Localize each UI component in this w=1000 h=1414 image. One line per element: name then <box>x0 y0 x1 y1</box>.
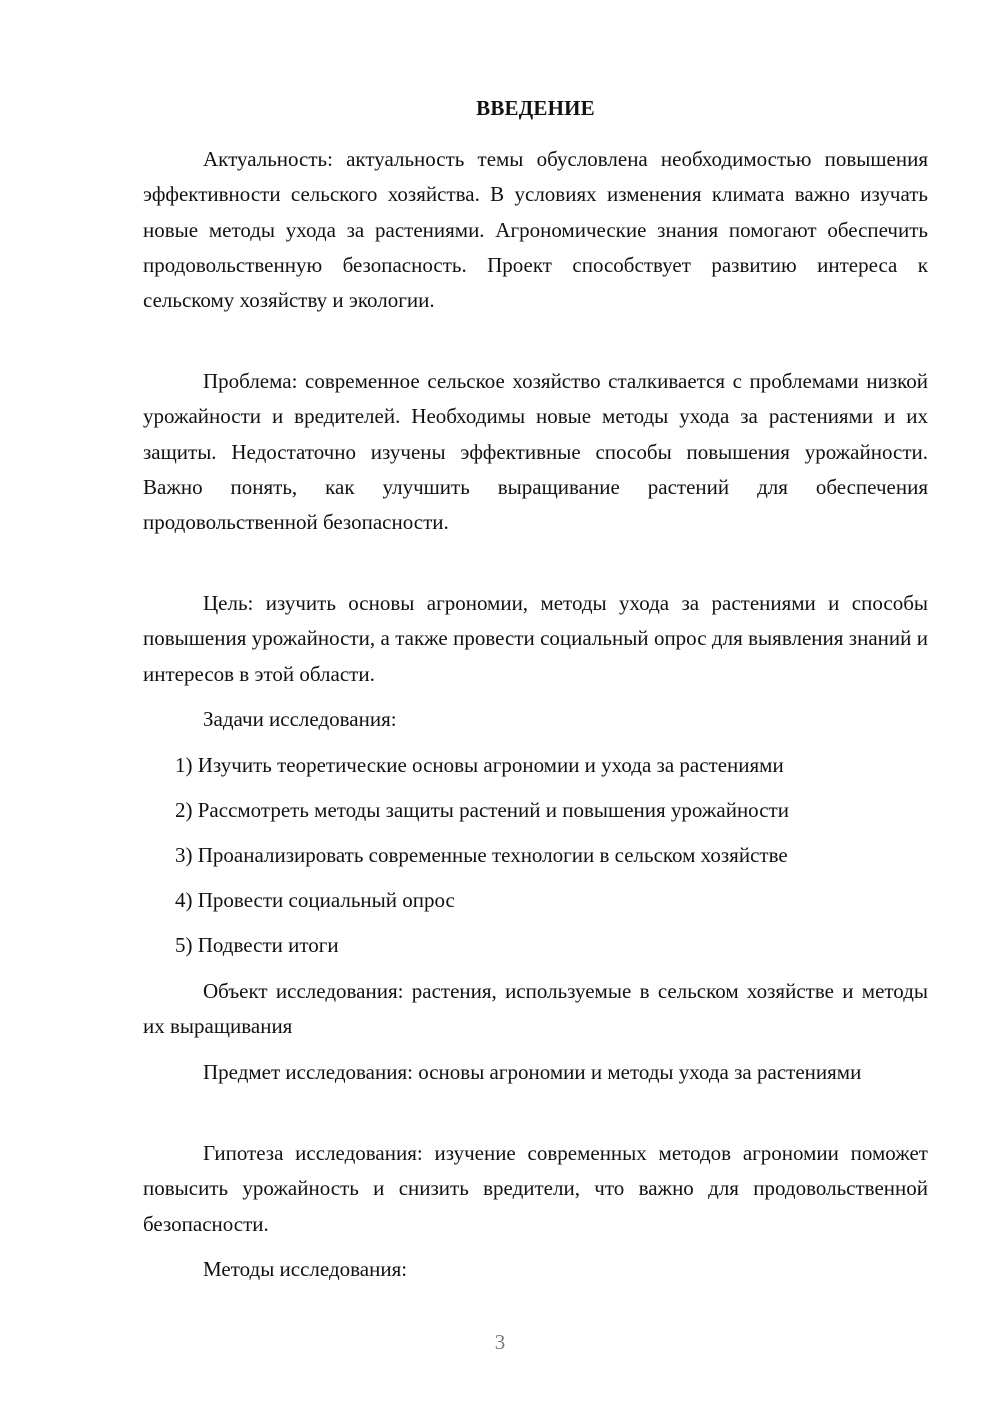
hypothesis-paragraph: Гипотеза исследования: изучение современных методов агрономии поможет повысить урожайность и снизить вредители, что важно для продовольственной безопасности. <box>143 1141 928 1236</box>
task-item-2: 2) Рассмотреть методы защиты растений и повышения урожайности <box>175 798 789 822</box>
task-item-1: 1) Изучить теоретические основы агрономии и ухода за растениями <box>175 753 784 777</box>
problem-paragraph: Проблема: современное сельское хозяйство сталкивается с проблемами низкой урожайности и вредителей. Необходимы новые методы ухода за растениями и их защиты. Недостаточно изучены эффективные способы повышения урожайности. Важно понять, как улучшить выращивание растений для обеспечения продовольственной безопасности. <box>143 369 928 535</box>
task-item-3: 3) Проанализировать современные технологии в сельском хозяйстве <box>175 843 788 867</box>
methods-heading: Методы исследования: <box>203 1257 408 1281</box>
task-item-5: 5) Подвести итоги <box>175 933 339 957</box>
task-item-4: 4) Провести социальный опрос <box>175 888 455 912</box>
object-paragraph: Объект исследования: растения, используемые в сельском хозяйстве и методы их выращивания <box>143 979 928 1039</box>
goal-paragraph: Цель: изучить основы агрономии, методы ухода за растениями и способы повышения урожайности, а также провести социальный опрос для выявления знаний и интересов в этой области. <box>143 591 928 686</box>
subject-paragraph: Предмет исследования: основы агрономии и методы ухода за растениями <box>203 1060 862 1084</box>
page-number: 3 <box>494 1330 506 1354</box>
section-title: ВВЕДЕНИЕ <box>476 96 595 120</box>
tasks-heading: Задачи исследования: <box>203 707 397 731</box>
relevance-paragraph: Актуальность: актуальность темы обусловлена необходимостью повышения эффективности сельского хозяйства. В условиях изменения климата важно изучать новые методы ухода за растениями. Агрономические знания помогают обеспечить продовольственную безопасность. Проект способствует развитию интереса к сельскому хозяйству и экологии. <box>143 147 928 313</box>
